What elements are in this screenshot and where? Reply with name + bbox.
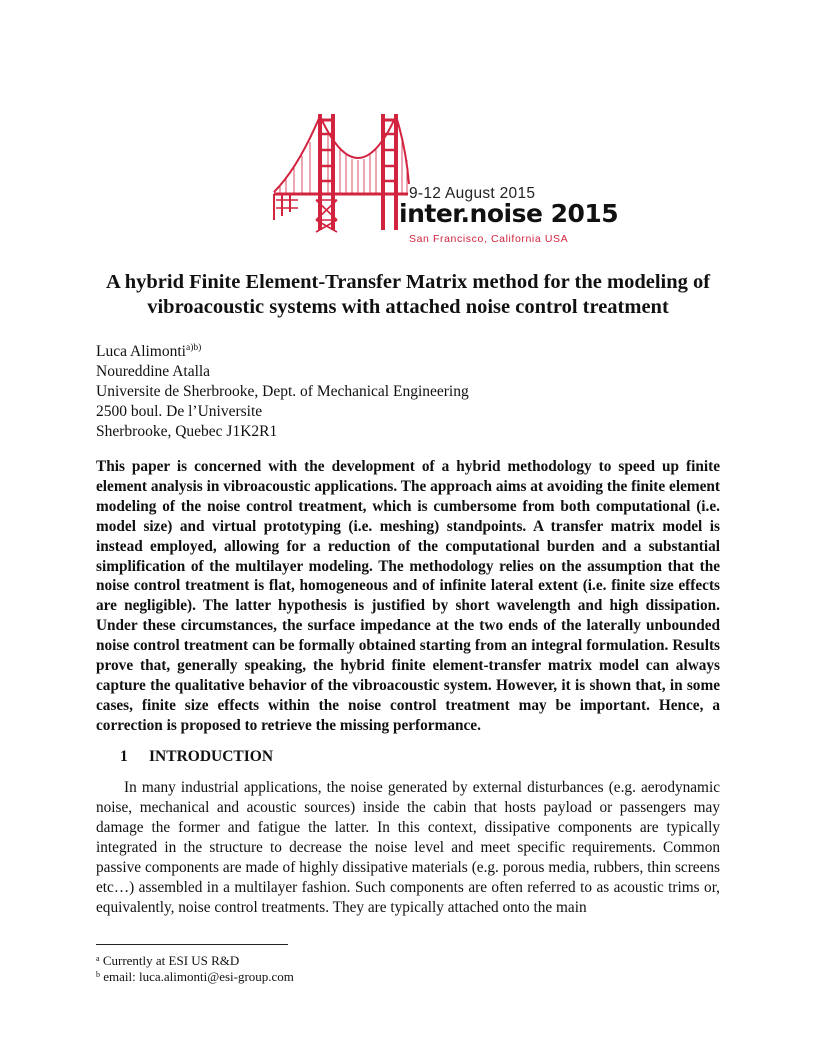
- author-affiliation-marks: a)b): [185, 343, 202, 353]
- footnote-text: email: luca.alimonti@esi-group.com: [103, 968, 294, 984]
- author-name: Luca Alimonti: [96, 343, 186, 360]
- footnote-divider: [96, 944, 288, 945]
- conference-logo: [268, 108, 619, 250]
- affiliation-line: Sherbrooke, Quebec J1K2R1: [96, 423, 278, 440]
- footnote-mark: b: [96, 969, 100, 979]
- conference-date: 9-12 August 2015: [409, 185, 536, 202]
- footnote-mark: a: [96, 954, 100, 963]
- introduction-paragraph: In many industrial applications, the noise generated by external disturbances (e.g. aerodynamic noise, mechanical and acoustic sources) inside the cabin that hosts payload or passengers may damage the former and fatigue the latter. In this context, dissipative components are typically integrated in the structure to decrease the noise level and meet specific requirements. Common passive components are made of highly dissipative materials (e.g. porous media, rubbers, thin screens etc…) assembled in a multilayer fashion. Such components are often referred to as acoustic trims or, equivalently, noise control treatments. They are typically attached onto the main: [96, 779, 720, 916]
- footnotes: [96, 953, 294, 984]
- section-title: INTRODUCTION: [149, 748, 274, 765]
- conference-location: San Francisco, California USA: [409, 233, 569, 245]
- author-1: [96, 342, 469, 362]
- footnote: [96, 969, 294, 985]
- paper-title: A hybrid Finite Element-Transfer Matrix method for the modeling of vibroacoustic systems with attached noise control treatment: [105, 271, 711, 318]
- conference-brand: inter.noise 2015: [399, 199, 619, 228]
- author-name: Noureddine Atalla: [96, 363, 211, 380]
- abstract: This paper is concerned with the development of a hybrid methodology to speed up finite element analysis in vibroacoustic applications. The approach aims at avoiding the finite element modeling of the noise control treatment, which is cumbersome from both computational (i.e. model size) and virtual prototyping (i.e. meshing) standpoints. A transfer matrix model is instead employed, allowing for a reduction of the computational burden and a substantial simplification of the multilayer modeling. The methodology relies on the assumption that the noise control treatment is flat, homogeneous and of infinite lateral extent (i.e. finite size effects are negligible). The latter hypothesis is justified by short wavelength and high dissipation. Under these circumstances, the surface impedance at the two ends of the laterally unbounded noise control treatment can be formally obtained starting from an integral formulation. Results prove that, generally speaking, the hybrid finite element-transfer matrix model can always capture the qualitative behavior of the vibroacoustic system. However, it is shown that, in some cases, finite size effects within the noise control treatment may be important. Hence, a correction is proposed to retrieve the missing performance.: [96, 458, 720, 734]
- author-2: [96, 362, 469, 382]
- affiliation-line: 2500 boul. De l’Universite: [96, 403, 263, 420]
- golden-gate-bridge-icon: [268, 108, 558, 250]
- author-block: [96, 342, 469, 442]
- footnote: [96, 953, 294, 969]
- footnote-text: Currently at ESI US R&D: [102, 953, 240, 968]
- section-number: 1: [120, 748, 128, 765]
- section-heading: [120, 748, 273, 766]
- affiliation-line: Universite de Sherbrooke, Dept. of Mechanical Engineering: [96, 383, 469, 400]
